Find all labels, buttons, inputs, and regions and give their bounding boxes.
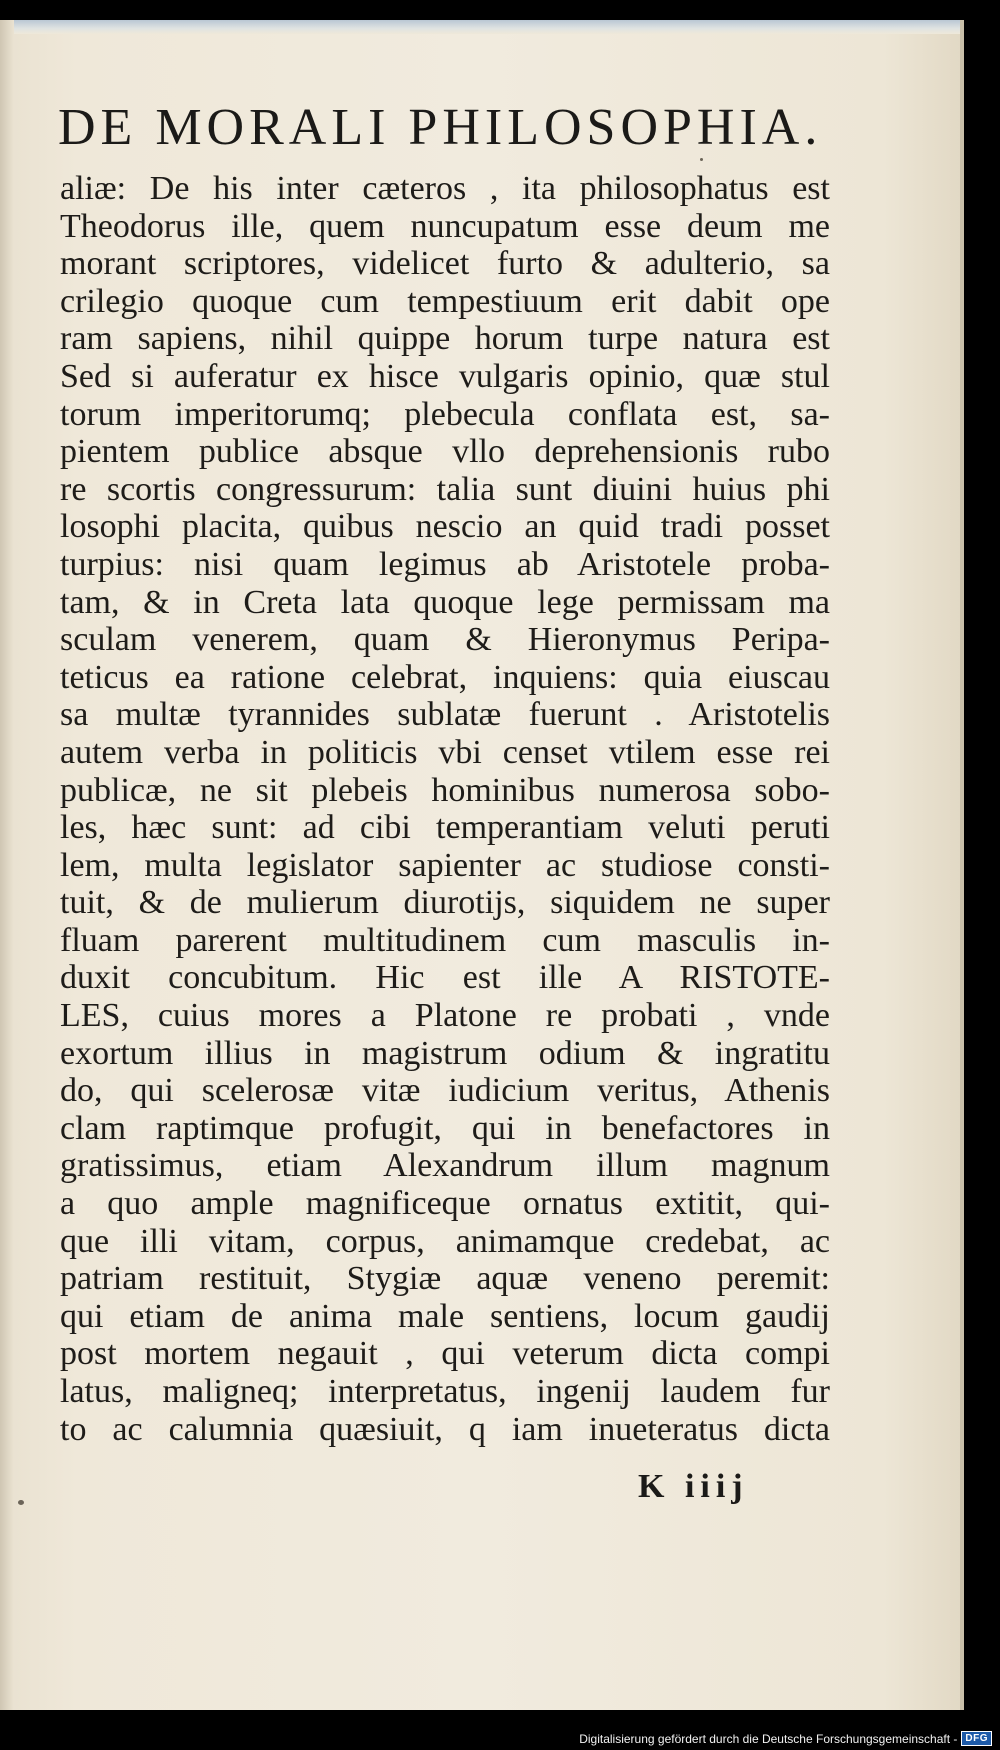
text-line: fluam parerent multitudinem cum masculis in- [60, 921, 830, 959]
text-line: Theodorus ille, quem nuncupatum esse deum me [60, 207, 830, 245]
text-line: publicæ, ne sit plebeis hominibus numerosa sobo- [60, 771, 830, 809]
book-page [0, 20, 964, 1710]
text-line: losophi placita, quibus nescio an quid tradi posset [60, 508, 830, 546]
page-top-edge [0, 20, 960, 34]
text-line: Sed si auferatur ex hisce vulgaris opinio, quæ stul [60, 357, 830, 395]
text-line: gratissimus, etiam Alexandrum illum magnum [60, 1147, 830, 1185]
page-left-edge [0, 20, 14, 1710]
ink-speck [700, 158, 703, 161]
text-line: patriam restituit, Stygiæ aquæ veneno peremit: [60, 1260, 830, 1298]
text-line: lem, multa legislator sapienter ac studiose consti- [60, 846, 830, 884]
text-line: les, hæc sunt: ad cibi temperantiam veluti peruti [60, 809, 830, 847]
text-line: tam, & in Creta lata quoque lege permissam ma [60, 583, 830, 621]
text-line: post mortem negauit , qui veterum dicta compi [60, 1335, 830, 1373]
text-line: to ac calumnia quæsiuit, q iam inueteratus dicta [60, 1410, 830, 1448]
text-line: qui etiam de anima male sentiens, locum gaudij [60, 1297, 830, 1335]
text-line: teticus ea ratione celebrat, inquiens: quia eiuscau [60, 658, 830, 696]
text-line: a quo ample magnificeque ornatus extitit, qui- [60, 1185, 830, 1223]
text-line: crilegio quoque cum tempestiuum erit dabit ope [60, 282, 830, 320]
text-line: sa multæ tyrannides sublatæ fuerunt . Aristotelis [60, 696, 830, 734]
text-line: LES, cuius mores a Platone re probati , vnde [60, 997, 830, 1035]
signature-mark: K iiij [638, 1468, 749, 1505]
text-line: autem verba in politicis vbi censet vtilem esse rei [60, 733, 830, 771]
digitization-footer [579, 1731, 992, 1746]
text-line: morant scriptores, videlicet furto & adulterio, sa [60, 245, 830, 283]
text-line: do, qui scelerosæ vitæ iudicium veritus, Athenis [60, 1072, 830, 1110]
body-text [60, 170, 830, 1448]
dfg-logo: DFG [961, 1731, 992, 1746]
text-line: re scortis congressurum: talia sunt diuini huius phi [60, 470, 830, 508]
ink-speck [18, 1500, 24, 1505]
text-line: exortum illius in magistrum odium & ingratitu [60, 1034, 830, 1072]
text-line: turpius: nisi quam legimus ab Aristotele proba- [60, 545, 830, 583]
text-line: tuit, & de mulierum diurotijs, siquidem ne super [60, 884, 830, 922]
text-line: ram sapiens, nihil quippe horum turpe natura est [60, 320, 830, 358]
text-line: que illi vitam, corpus, animamque credebat, ac [60, 1222, 830, 1260]
text-line: torum imperitorumq; plebecula conflata est, sa- [60, 395, 830, 433]
running-heading: DE MORALI PHILOSOPHIA. [58, 99, 823, 156]
text-line: aliæ: De his inter cæteros , ita philosophatus est [60, 170, 830, 207]
text-line: duxit concubitum. Hic est ille A RISTOTE- [60, 959, 830, 997]
text-line: sculam venerem, quam & Hieronymus Peripa- [60, 621, 830, 659]
text-line: clam raptimque profugit, qui in benefactores in [60, 1109, 830, 1147]
text-line: pientem publice absque vllo deprehensionis rubo [60, 433, 830, 471]
footer-credit-text: Digitalisierung gefördert durch die Deutsche Forschungsgemeinschaft - [579, 1731, 958, 1746]
text-line: latus, maligneq; interpretatus, ingenij laudem fur [60, 1373, 830, 1410]
